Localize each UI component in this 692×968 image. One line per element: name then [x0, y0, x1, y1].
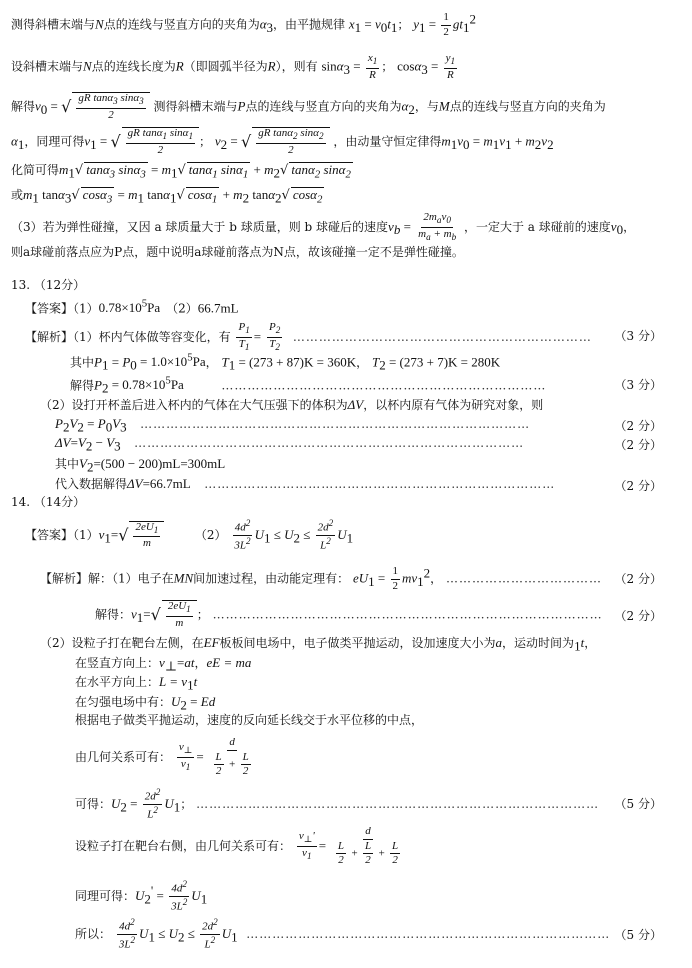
text-line: （2）设打开杯盖后进入杯内的气体在大气压强下的体积为ΔV，以杯内原有气体为研究对象，则	[40, 397, 544, 412]
text-line: $\Delta V=V_2 - V_3$ ………………………………………………………………………………	[55, 435, 525, 454]
text-line: 代入数据解得ΔV=66.7mL ………………………………………………………………………	[55, 476, 556, 491]
text-line: 其中$V_2=(500 - 200)mL=300mL$	[55, 456, 226, 475]
score-label: （3 分）	[614, 378, 662, 392]
analysis-line: 【解析】（1）杯内气体做等容变化，有 $\frac{P_1}{T_1}$ = $\frac{P_2}{T_2}$ ……………………………………………………………	[25, 321, 592, 352]
score-label: （2 分）	[614, 572, 662, 586]
text-line: 化简可得$m_1√$ tanα$_3$ $\sin\alpha_3 = m_1√$ tanα$_1$ $\sin\alpha_1 + m_2√$ tanα$_2$ sinα$_2$	[11, 162, 351, 181]
score-label: （3 分）	[614, 329, 662, 343]
text-line: （2）设粒子打在靶台左侧，在EF板板间电场中，电子做类平抛运动，设加速度大小为a，运动时间为$_1$t，	[40, 635, 597, 654]
text-line: 在匀强电场中有：$U_2 = Ed$	[75, 694, 216, 713]
text-line: 同理可得：$U_2'$ = $\frac{4d^2}{3L^2}$ $U_1$	[75, 879, 208, 913]
text-line: 所以： $\frac{4d^2}{3L^2}$ $U_1 \le U_2$ ≤ $\frac{2d^2}{L^2}$ $U_1$ …………………………………………………………………………	[75, 917, 611, 951]
text-line: $\alpha_1$，同理可得$v_1$ = √ $\frac{gR \tan\alpha_1 \sin\alpha_1}{2}$ ； $v_2$ = √ $\frac{gR \tan\alpha_2 \sin\alpha_2}{2}$ ，由动量守恒定律得$m_1v_0 = m_1v_1 + m_2v_2$	[11, 127, 554, 156]
answer-line: 【答案】$(1)v_1=√$ $\frac{2eU_1}{m}$ （2） $\frac{4d^2}{3L^2}$ $U_1 \le U_2$ ≤ $\frac{2d^2}{L^2}$ $U_1$	[25, 518, 354, 552]
text-line: 由几何关系可有： $\frac{v_\perp}{v_1}$ = d $\frac{L}{2}$ + $\frac{L}{2}$	[75, 736, 249, 778]
score-label: （5 分）	[614, 928, 662, 942]
analysis-line: 【解析】解：（1）电子在MN间加速过程，由动能定理有： $eU_1$ = $\frac{1}{2}$ $mv_1^2$， ………………………………	[40, 565, 603, 592]
score-label: （5 分）	[614, 797, 662, 811]
text-line: $P_2V_2 = P_0V_3$ ………………………………………………………………………………	[55, 416, 531, 435]
text-line: 测得斜槽末端与N点的连线与竖直方向的夹角为$\alpha_3$，由平抛规律 $x_1 = v_0t_1$； $y_1$ = $\frac{1}{2}$ $gt_1^2$	[11, 11, 476, 38]
text-line: 在水平方向上：$L = v_1t$	[75, 674, 198, 693]
score-label: （2 分）	[614, 479, 662, 493]
text-line: 解得：$v_1=√$ $\frac{2eU_1}{m}$ ； ………………………………………………………………………………	[95, 600, 603, 629]
text-line: 在竖直方向上：$v_\perp=at$，eE = ma	[75, 655, 252, 674]
text-line: 设粒子打在靶台右侧，由几何关系可有： $\frac{v_\perp'}{v_1}$ = d $\frac{L}{2}$ + $\frac{L}{2}$ + $\frac{L}{2}$	[75, 825, 399, 867]
text-line: （3）若为弹性碰撞，又因 a 球质量大于 b 球质量，则 b 球碰后的速度$v_b$ = $\frac{2m_av_0}{m_a + m_b}$ ，一定大于 a 球碰前的速度$v_0$，	[11, 211, 636, 242]
text-line: 根据电子做类平抛运动，速度的反向延长线交于水平位移的中点，	[75, 713, 424, 727]
text-line: 其中$P_1 = P_0 = 1.0\times 10^5Pa$， $T_1 = (273 + 87)K = 360K$， $T_2 = (273 + 7)K = 280K$	[70, 352, 501, 373]
text-line: 或$m_1$ tanα$_3$√ $\cos\alpha_3 = m_1$ tanα$_1$√ $\cos\alpha_1 + m_2$ tanα$_2$√ cosα$_2$	[11, 187, 323, 206]
text-line: 解得$P_2 = 0.78\times 10^5Pa$ …………………………………………………………………	[70, 375, 547, 396]
score-label: （2 分）	[614, 438, 662, 452]
score-label: （2 分）	[614, 419, 662, 433]
question-header: 14. （14分）	[11, 495, 86, 509]
score-label: （2 分）	[614, 609, 662, 623]
question-header: 13. （12分）	[11, 278, 86, 292]
text-line: 解得$v_0$ = √ $\frac{gR \tan\alpha_3 \sin\alpha_3}{2}$ 测得斜槽末端与P点的连线与竖直方向的夹角为$\alpha_2$，与M点的连线与竖直方向的夹角为	[11, 92, 606, 121]
text-line: 则a球碰前落点应为P点，题中说明a球碰前落点为N点，故该碰撞一定不是弹性碰撞。	[11, 245, 464, 259]
answer-line: 【答案】$(1)0.78\times 10^5Pa$ （2）66.7mL	[25, 298, 239, 316]
text-line: 设斜槽末端与N点的连线长度为R（即圆弧半径为R），则有 sinα$_3$ = $\frac{x_1}{R}$ ； cosα$_3$ = $\frac{y_1}{R}$	[11, 52, 456, 81]
text-line: 可得：$U_2$ = $\frac{2d^2}{L^2}$ $U_1$； …………………………………………………………………………………	[75, 787, 600, 821]
